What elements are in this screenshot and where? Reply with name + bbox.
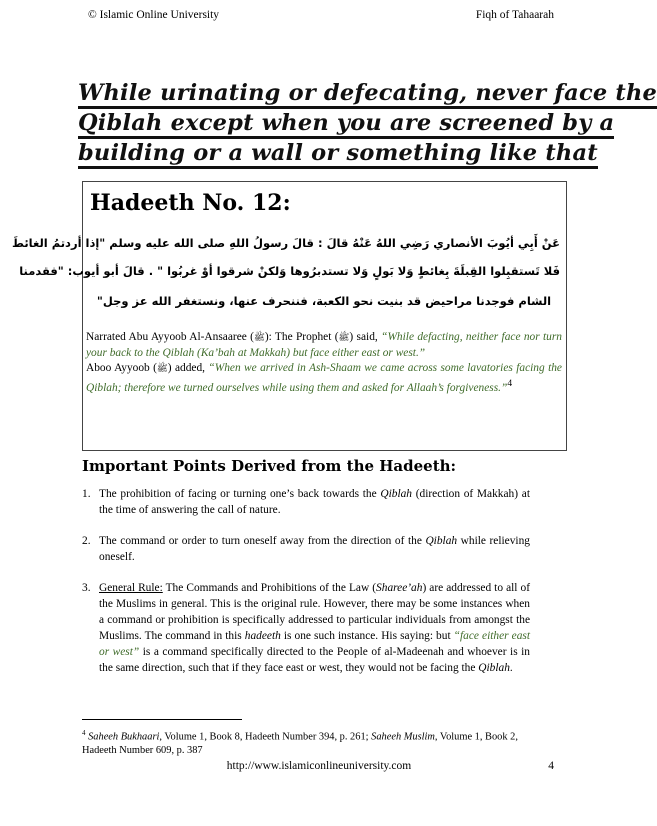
footnote-divider [82, 719, 242, 720]
footnote-ref[interactable]: 4 [507, 378, 513, 389]
point-term: Sharee’ah [376, 582, 423, 594]
footer-url-link[interactable]: http://www.islamiconlineuniversity.com [226, 760, 412, 772]
point-term: Qiblah [380, 488, 413, 500]
footnote-source: Saheeh Muslim [371, 731, 435, 743]
point-text: ) are addressed to all of the Muslims in general. This is the original rule. However, there may be some instances when a command or prohibition is specifically addressed to particular individuals from amongst the Muslims. The command in this [99, 582, 530, 642]
arabic-line-1: عَنْ أَبِي أيُوبَ الأنصاري رَضِي اللهُ عَنْهُ قالَ : قالَ رسولُ اللهِ صلى الله عليه وسلم "إذا أردتمُ الغائطَ [12, 236, 560, 250]
point-term: Qiblah [478, 662, 510, 674]
narration [86, 330, 562, 396]
footnote-number: 4 [82, 729, 86, 737]
narration-text: ) added, [167, 362, 209, 374]
narration-text: Narrated Abu Ayyoob Al-Ansaaree ( [86, 331, 254, 343]
point-term: Qiblah [425, 535, 458, 547]
title-line-1: While urinating or defecating, never face the [78, 80, 657, 109]
page-title [78, 78, 657, 168]
honorific-icon: ﷺ [338, 332, 350, 342]
footnote-source: Saheeh Bukhaari [88, 731, 160, 743]
list-item [82, 580, 530, 676]
points-list [82, 486, 530, 691]
honorific-icon: ﷺ [156, 363, 168, 373]
narration-text: ): The Prophet ( [264, 331, 339, 343]
point-text: while relieving oneself. [99, 535, 530, 563]
point-text: . [509, 662, 513, 674]
list-number: 2. [82, 535, 91, 547]
point-text: is a command specifically directed to the People of al-Madeenah and whoever is in the same direction, such that if they face east or west, they would not be facing the [99, 646, 531, 674]
point-text: (direction of Makkah) at the time of answering the call of nature. [99, 488, 530, 516]
page-number: 4 [548, 760, 554, 772]
footnote [82, 726, 552, 758]
list-number: 3. [82, 582, 91, 594]
hadeeth-box [12, 181, 567, 451]
list-item [82, 486, 530, 518]
title-line-3: building or a wall or something like that [78, 140, 598, 169]
header-left: © Islamic Online University [88, 9, 220, 21]
point-text: The prohibition of facing or turning one’s back towards the [99, 488, 381, 500]
narration-text: ) said, [349, 331, 382, 343]
prophet-quote: “While defacting, neither face nor turn your back to the Qiblah (Ka’bah at Makkah) but face either east or west.” [86, 331, 563, 359]
point-text: is one such instance. His saying: but [280, 630, 454, 642]
title-line-2: Qiblah except when you are screened by a [78, 110, 614, 139]
footnote-text: , Volume 1, Book 8, Hadeeth Number 394, p. 261; [159, 731, 372, 743]
arabic-line-3: الشام فوجدنا مراحيض قد بنيت نحو الكعبة، فننحرف عنها، ونستغفر الله عز وجل" [96, 294, 552, 308]
point-term: hadeeth [244, 630, 281, 642]
list-number: 1. [82, 488, 91, 500]
narration-text: Aboo Ayyoob ( [86, 362, 157, 374]
point-text: The command or order to turn oneself away from the direction of the [99, 535, 426, 547]
general-rule-label: General Rule: [99, 582, 163, 594]
arabic-line-2: فَلا تَستقبِلوا القِبلَةَ بِغائطٍ وَلا بَولٍ وَلا تستدبرُوها وَلكنْ شرقوا أوْ غربُوا " . قالَ أبو أيوب: "فقدمنا [19, 264, 560, 278]
header-right: Fiqh of Tahaarah [475, 9, 554, 21]
ayyoob-quote: “When we arrived in Ash-Shaam we came across some lavatories facing the Qiblah; therefore we turned ourselves while using them and asked for Allaah’s forgiveness.” [86, 362, 562, 394]
point-text: The Commands and Prohibitions of the Law ( [162, 582, 377, 594]
hadeeth-heading: Hadeeth No. 12: [90, 190, 291, 216]
honorific-icon: ﷺ [253, 332, 265, 342]
list-item [82, 533, 530, 565]
point-quote: “face either east or west” [99, 630, 531, 658]
footnote-text: , Volume 1, Book 2, Hadeeth Number 609, p. 387 [82, 731, 518, 757]
points-heading: Important Points Derived from the Hadeeth: [82, 457, 457, 475]
